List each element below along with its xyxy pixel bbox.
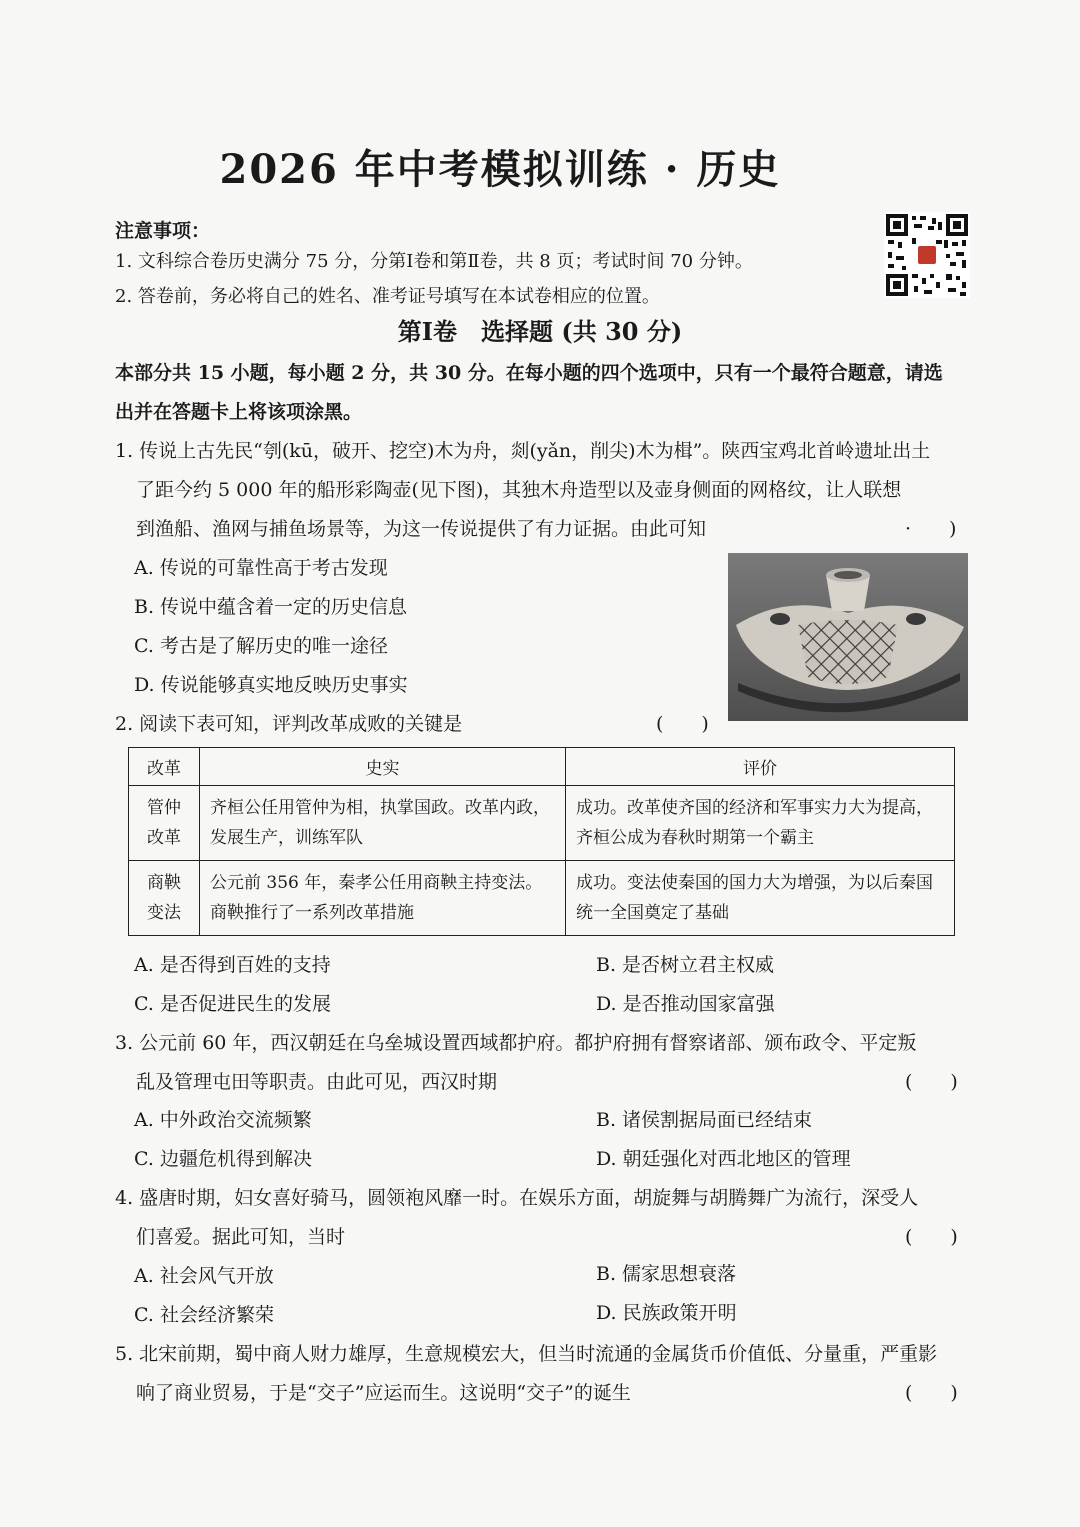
q1-stem-line-3: 到渔船、渔网与捕鱼场景等，为这一传说提供了有力证据。由此可知 [136, 518, 707, 540]
table-row [129, 861, 955, 936]
notice-item-1: 1. 文科综合卷历史满分 75 分，分第Ⅰ卷和第Ⅱ卷，共 8 页；考试时间 70 分钟。 [115, 251, 753, 272]
q4-option-c: C. 社会经济繁荣 [134, 1304, 274, 1326]
q3-answer-paren[interactable]: ( ) [905, 1071, 958, 1093]
q5-stem-line-2: 响了商业贸易，于是“交子”应运而生。这说明“交子”的诞生 [136, 1382, 631, 1404]
q5-answer-paren[interactable]: ( ) [905, 1382, 958, 1404]
q4-answer-paren[interactable]: ( ) [905, 1226, 958, 1248]
q3-option-a: A. 中外政治交流频繁 [134, 1109, 312, 1131]
table-cell-fact: 公元前 356 年，秦孝公任用商鞅主持变法。商鞅推行了一系列改革措施 [200, 861, 566, 936]
q3-stem-line-2: 乱及管理屯田等职责。由此可见，西汉时期 [136, 1071, 498, 1093]
section-intro-line-1: 本部分共 15 小题，每小题 2 分，共 30 分。在每小题的四个选项中，只有一个最符合题意，请选 [115, 362, 943, 384]
notice-item-2: 2. 答卷前，务必将自己的姓名、准考证号填写在本试卷相应的位置。 [115, 286, 660, 307]
table-header-fact: 史实 [200, 748, 566, 786]
q2-option-d: D. 是否推动国家富强 [596, 993, 775, 1015]
exam-title: 2026 年中考模拟训练 · 历史 [219, 146, 781, 193]
q1-answer-paren[interactable]: · ) [905, 518, 957, 540]
section-intro-line-2: 出并在答题卡上将该项涂黑。 [115, 401, 363, 423]
q1-option-b: B. 传说中蕴含着一定的历史信息 [134, 596, 408, 618]
q2-stem: 2. 阅读下表可知，评判改革成败的关键是 [115, 713, 463, 735]
reform-table [128, 747, 955, 936]
q3-option-d: D. 朝廷强化对西北地区的管理 [596, 1148, 851, 1170]
q2-answer-paren[interactable]: ( ) [656, 713, 709, 735]
q3-option-b: B. 诸侯割据局面已经结束 [596, 1109, 813, 1131]
q4-stem-line-2: 们喜爱。据此可知，当时 [136, 1226, 346, 1248]
q3-stem-line-1: 3. 公元前 60 年，西汉朝廷在乌垒城设置西域都护府。都护府拥有督察诸部、颁布政令、平定叛 [115, 1032, 917, 1054]
table-cell-fact: 齐桓公任用管仲为相，执掌国政。改革内政，发展生产，训练军队 [200, 786, 566, 861]
q2-option-a: A. 是否得到百姓的支持 [134, 954, 331, 976]
q1-option-d: D. 传说能够真实地反映历史事实 [134, 674, 408, 696]
pottery-boat-photo [728, 553, 968, 721]
table-header-eval: 评价 [566, 748, 955, 786]
q4-stem-line-1: 4. 盛唐时期，妇女喜好骑马，圆领袍风靡一时。在娱乐方面，胡旋舞与胡腾舞广为流行，深受人 [115, 1187, 919, 1209]
q4-option-d: D. 民族政策开明 [596, 1302, 737, 1324]
q1-stem-line-2: 了距今约 5 000 年的船形彩陶壶(见下图)，其独木舟造型以及壶身侧面的网格纹，让人联想 [136, 479, 902, 501]
q1-option-a: A. 传说的可靠性高于考古发现 [134, 557, 388, 579]
table-header-reform: 改革 [129, 748, 200, 786]
pottery-boat-image [728, 553, 968, 721]
qr-code[interactable] [884, 212, 970, 298]
q1-stem-line-1: 1. 传说上古先民“刳(kū，破开、挖空)木为舟，剡(yǎn，削尖)木为楫”。陕西宝鸡北首岭遗址出土 [115, 440, 931, 462]
table-cell-eval: 成功。改革使齐国的经济和军事实力大为提高，齐桓公成为春秋时期第一个霸主 [566, 786, 955, 861]
q3-option-c: C. 边疆危机得到解决 [134, 1148, 312, 1170]
q2-option-b: B. 是否树立君主权威 [596, 954, 775, 976]
notice-heading: 注意事项： [115, 220, 211, 242]
q1-option-c: C. 考古是了解历史的唯一途径 [134, 635, 388, 657]
table-cell-eval: 成功。变法使秦国的国力大为增强，为以后秦国统一全国奠定了基础 [566, 861, 955, 936]
table-header-row [129, 748, 955, 786]
q4-option-b: B. 儒家思想衰落 [596, 1263, 737, 1285]
table-cell-name: 管仲改革 [129, 786, 200, 861]
section-title: 第Ⅰ卷 选择题 (共 30 分) [397, 317, 683, 346]
table-row [129, 786, 955, 861]
q4-option-a: A. 社会风气开放 [134, 1265, 274, 1287]
q2-option-c: C. 是否促进民生的发展 [134, 993, 331, 1015]
table-cell-name: 商鞅变法 [129, 861, 200, 936]
q5-stem-line-1: 5. 北宋前期，蜀中商人财力雄厚，生意规模宏大，但当时流通的金属货币价值低、分量重，严重影 [115, 1343, 938, 1365]
qr-code-icon [884, 212, 970, 298]
